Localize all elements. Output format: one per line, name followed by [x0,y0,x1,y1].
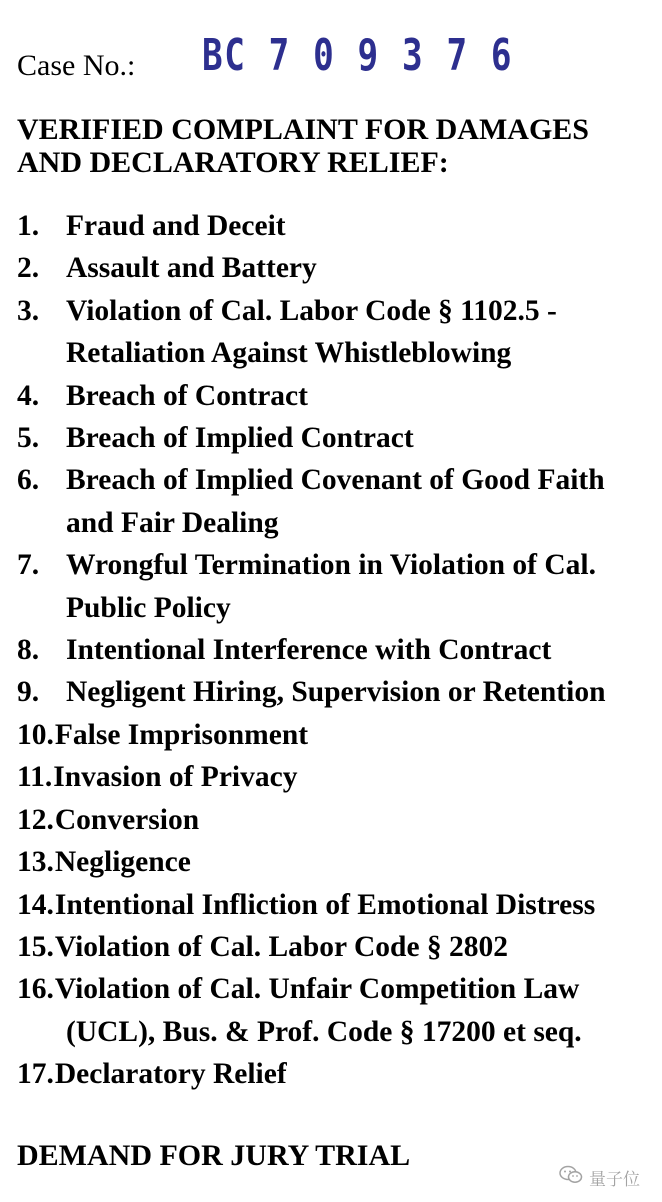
claims-list [17,205,662,1096]
claim-number: 2. [17,252,40,285]
heading-line-1: VERIFIED COMPLAINT FOR DAMAGES [17,113,589,146]
claim-title: Assault and Battery [66,252,317,285]
claim-item [17,417,662,459]
claim-number: 12. [17,803,54,836]
claim-item [17,756,662,798]
claim-number: 6. [17,464,40,497]
claim-title: Fraud and Deceit [66,210,286,242]
claim-number: 3. [17,294,40,327]
claim-number: 13. [17,846,54,879]
claim-title: Violation of Cal. Labor Code § 2802 [54,930,509,963]
claim-item [17,290,662,375]
claim-number: 11. [17,761,53,794]
claim-title: Intentional Interference with Contract [66,634,552,667]
claim-number: 4. [17,379,40,412]
claim-item [17,714,662,756]
claim-item [17,1053,662,1095]
claim-number: 10. [17,718,54,751]
claim-title: Violation of Cal. Labor Code § 1102.5 - [66,294,557,327]
claim-title-continuation: Public Policy [66,591,231,624]
claim-number: 16. [17,973,54,1006]
claim-item [17,671,662,713]
claim-number: 1. [17,210,40,242]
claim-number: 17. [17,1058,54,1091]
claim-number: 9. [17,676,40,709]
wechat-icon [559,1165,583,1190]
claim-title-continuation: Retaliation Against Whistleblowing [66,337,512,370]
claim-title: Breach of Implied Contract [66,422,414,455]
claim-item [17,375,662,417]
watermark-text: 量子位 [589,1170,640,1190]
jury-demand-heading: DEMAND FOR JURY TRIAL [17,1139,411,1172]
claim-title: Negligent Hiring, Supervision or Retention [66,676,606,709]
claim-item [17,799,662,841]
claim-item [17,544,662,629]
claim-title: Breach of Implied Covenant of Good Faith [66,464,605,497]
watermark [559,1165,640,1190]
claim-title: Intentional Infliction of Emotional Distress [54,888,596,921]
claim-title-continuation: and Fair Dealing [66,506,279,539]
complaint-heading [17,113,647,179]
claim-number: 14. [17,888,54,921]
claim-number: 7. [17,549,40,582]
case-number-stamp: BC 7 0 9 3 7 6 [202,30,514,81]
claim-title: False Imprisonment [54,718,309,751]
claim-title: Invasion of Privacy [53,761,298,794]
claim-title: Wrongful Termination in Violation of Cal. [66,549,597,582]
claim-item [17,459,662,544]
claim-title: Conversion [54,803,200,836]
claim-number: 15. [17,930,54,963]
claim-item [17,247,662,289]
heading-line-2: AND DECLARATORY RELIEF: [17,146,449,179]
claim-item [17,926,662,968]
claim-title: Breach of Contract [66,379,308,412]
claim-title: Violation of Cal. Unfair Competition Law [54,973,580,1006]
claim-item [17,205,662,247]
claim-title: Negligence [54,846,191,879]
claim-number: 8. [17,634,40,667]
claim-item [17,884,662,926]
claim-number: 5. [17,422,40,455]
claim-title: Declaratory Relief [54,1058,287,1091]
claim-item [17,629,662,671]
claim-item [17,968,662,1053]
claim-title-continuation: (UCL), Bus. & Prof. Code § 17200 et seq. [66,1015,582,1048]
claim-item [17,841,662,883]
case-label: Case No.: [17,49,136,82]
